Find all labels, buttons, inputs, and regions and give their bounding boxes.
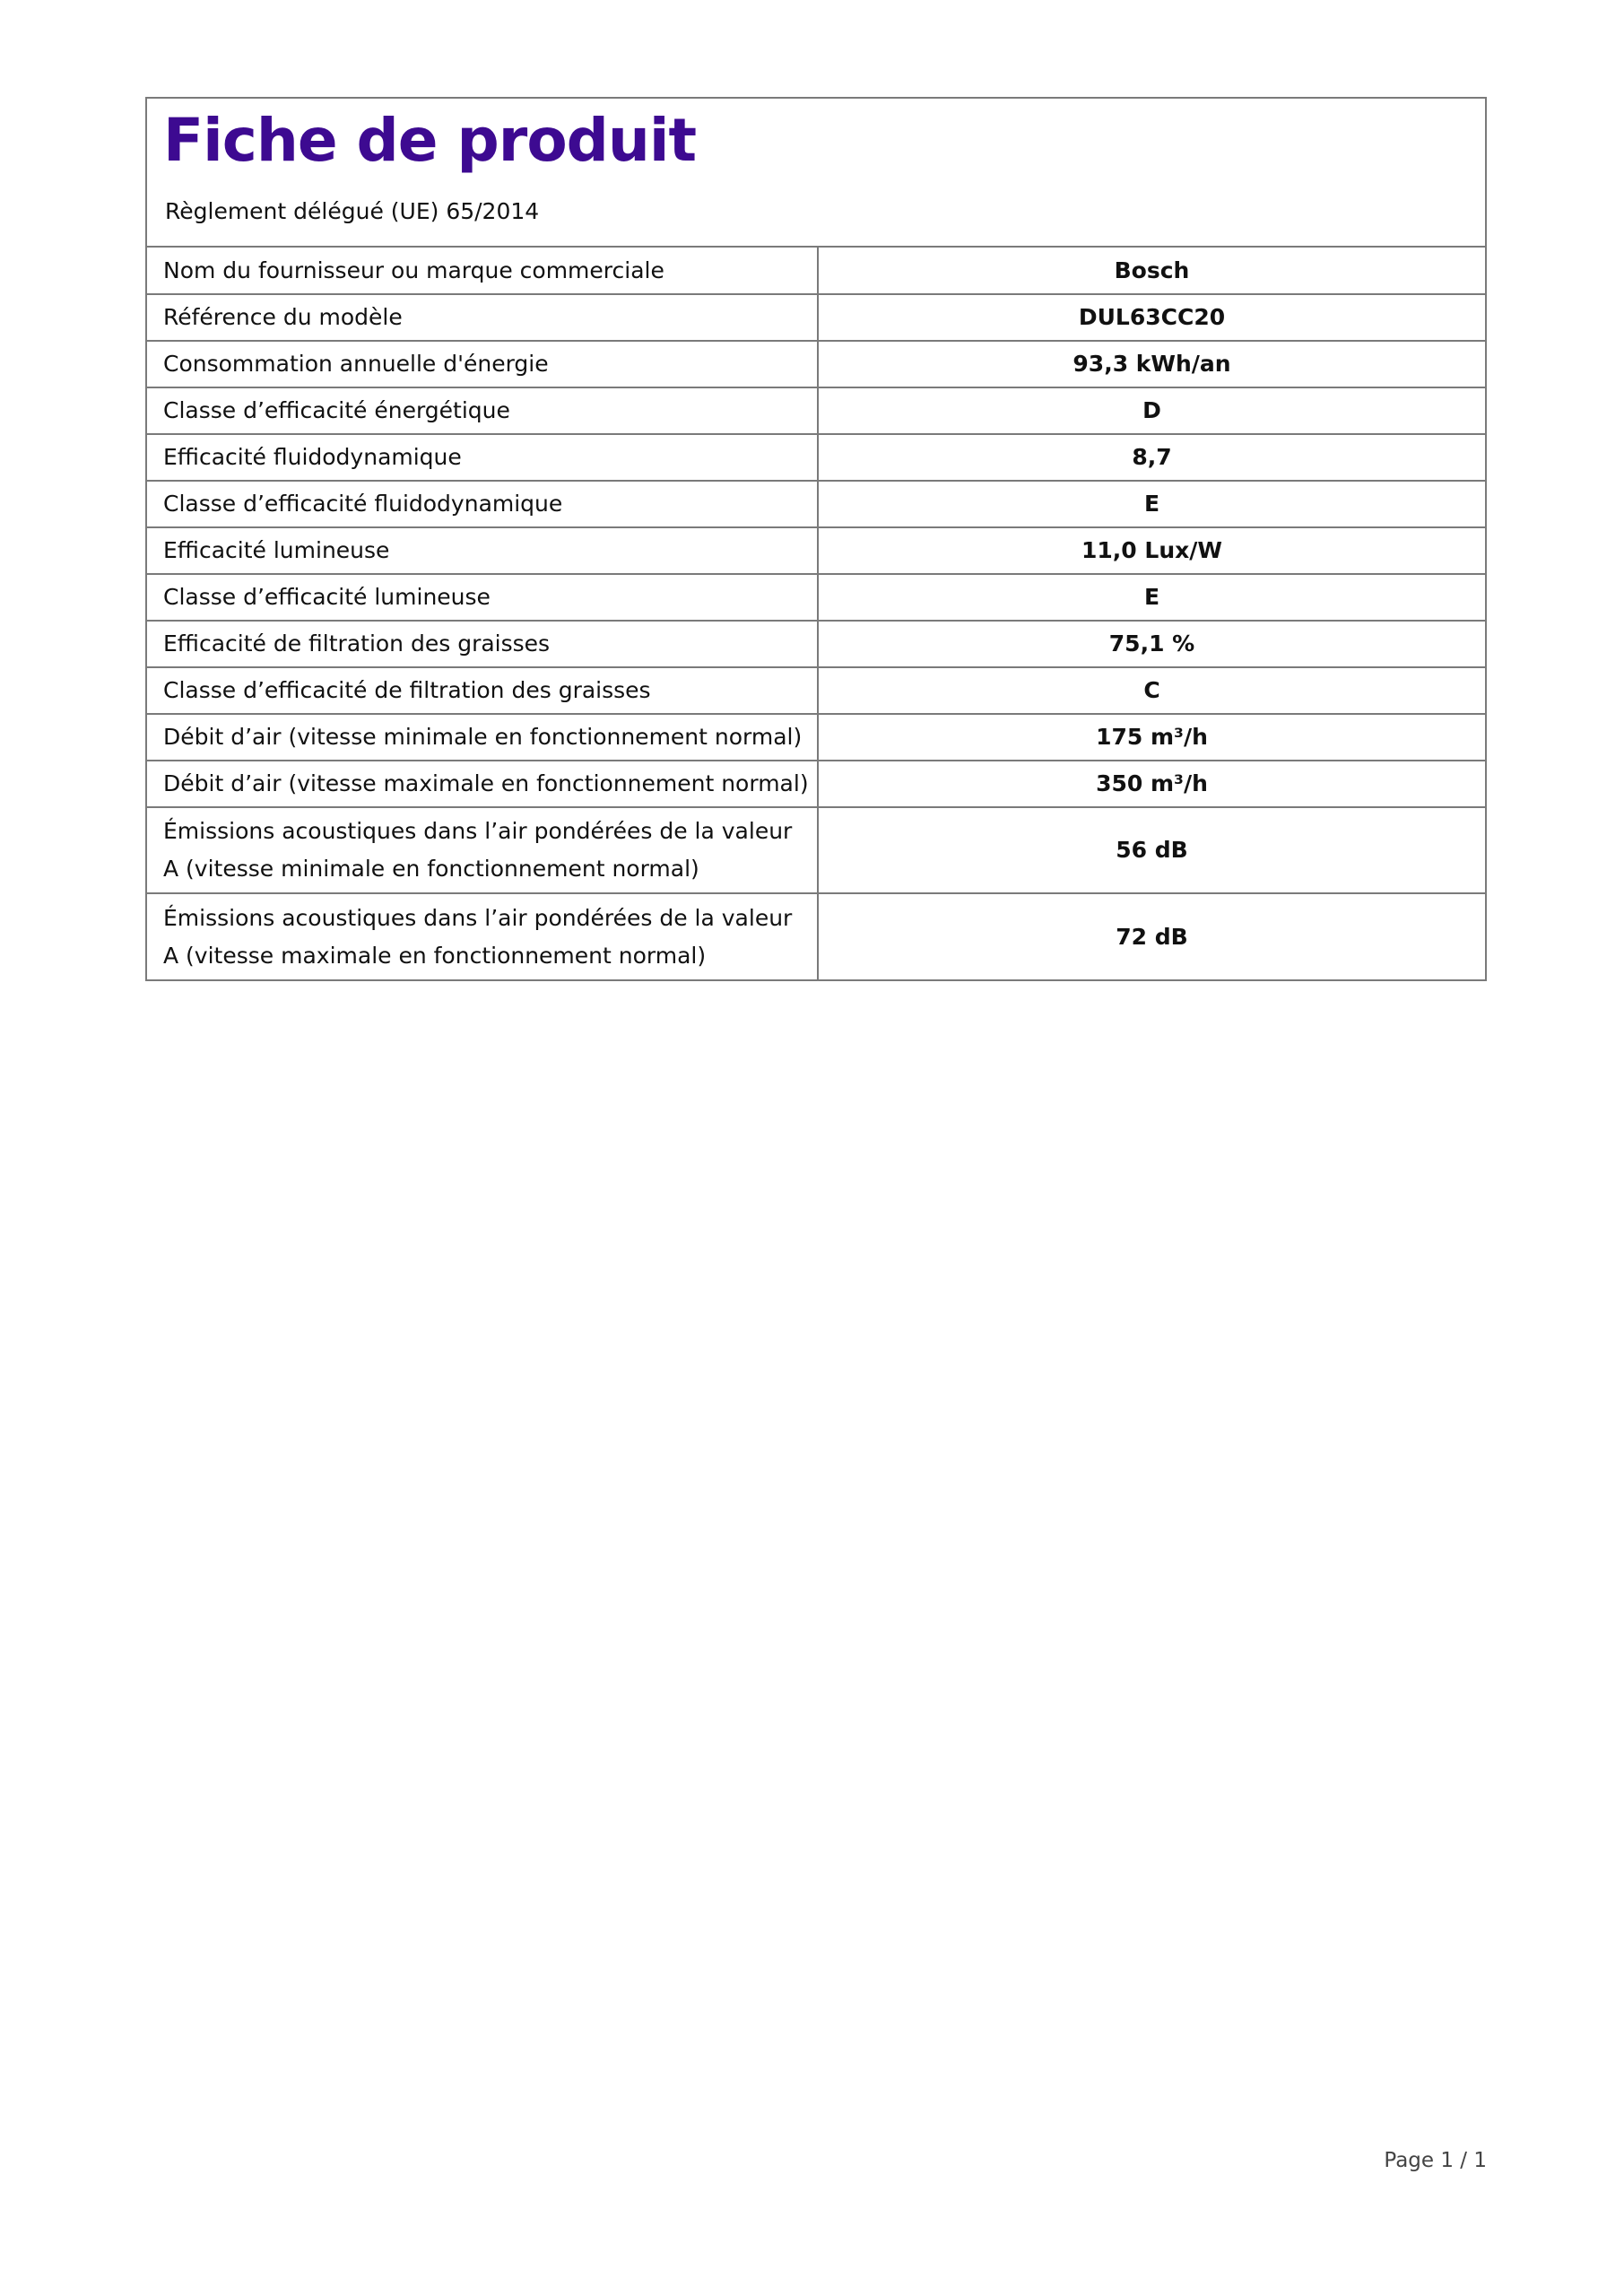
spec-value: E	[818, 481, 1485, 527]
spec-value: 72 dB	[818, 893, 1485, 979]
spec-value: 8,7	[818, 434, 1485, 481]
page-number: Page 1 / 1	[1384, 2149, 1487, 2172]
spec-label: Consommation annuelle d'énergie	[147, 341, 818, 387]
table-row	[147, 434, 1485, 481]
spec-label: Référence du modèle	[147, 294, 818, 341]
spec-label: Émissions acoustiques dans l’air pondérées de la valeur A (vitesse minimale en fonctionnement normal)	[147, 807, 818, 893]
spec-label: Efficacité de filtration des graisses	[147, 621, 818, 667]
spec-value: D	[818, 387, 1485, 434]
spec-label: Classe d’efficacité lumineuse	[147, 574, 818, 621]
specifications-table	[147, 248, 1485, 979]
spec-value: 11,0 Lux/W	[818, 527, 1485, 574]
spec-label: Débit d’air (vitesse maximale en fonctionnement normal)	[147, 761, 818, 807]
spec-value: Bosch	[1114, 257, 1190, 283]
table-row	[147, 341, 1485, 387]
product-sheet	[145, 97, 1487, 981]
spec-label: Efficacité fluidodynamique	[147, 434, 818, 481]
table-row	[147, 481, 1485, 527]
spec-label: Nom du fournisseur ou marque commerciale	[147, 248, 818, 294]
table-row	[147, 294, 1485, 341]
table-row	[147, 714, 1485, 761]
page-title: Fiche de produit	[163, 106, 697, 175]
table-row	[147, 574, 1485, 621]
regulation-subtitle: Règlement délégué (UE) 65/2014	[165, 198, 540, 224]
spec-label: Débit d’air (vitesse minimale en fonctionnement normal)	[147, 714, 818, 761]
spec-value: 93,3 kWh/an	[818, 341, 1485, 387]
spec-label: Classe d’efficacité de filtration des graisses	[147, 667, 818, 714]
spec-label: Efficacité lumineuse	[147, 527, 818, 574]
table-row	[147, 807, 1485, 893]
spec-label: Émissions acoustiques dans l’air pondérées de la valeur A (vitesse maximale en fonctionnement normal)	[147, 893, 818, 979]
sheet-header	[147, 99, 1485, 248]
spec-label: Classe d’efficacité fluidodynamique	[147, 481, 818, 527]
specifications-table-body	[147, 248, 1485, 979]
spec-value: 56 dB	[818, 807, 1485, 893]
spec-value: C	[818, 667, 1485, 714]
table-row	[147, 893, 1485, 979]
table-row	[147, 761, 1485, 807]
spec-value: E	[818, 574, 1485, 621]
spec-value: DUL63CC20	[818, 294, 1485, 341]
table-row	[147, 387, 1485, 434]
table-row	[147, 527, 1485, 574]
table-row	[147, 667, 1485, 714]
table-row	[147, 248, 1485, 294]
spec-value: 175 m³/h	[818, 714, 1485, 761]
table-row	[147, 621, 1485, 667]
spec-label: Classe d’efficacité énergétique	[147, 387, 818, 434]
spec-value: 350 m³/h	[818, 761, 1485, 807]
spec-value: 75,1 %	[818, 621, 1485, 667]
